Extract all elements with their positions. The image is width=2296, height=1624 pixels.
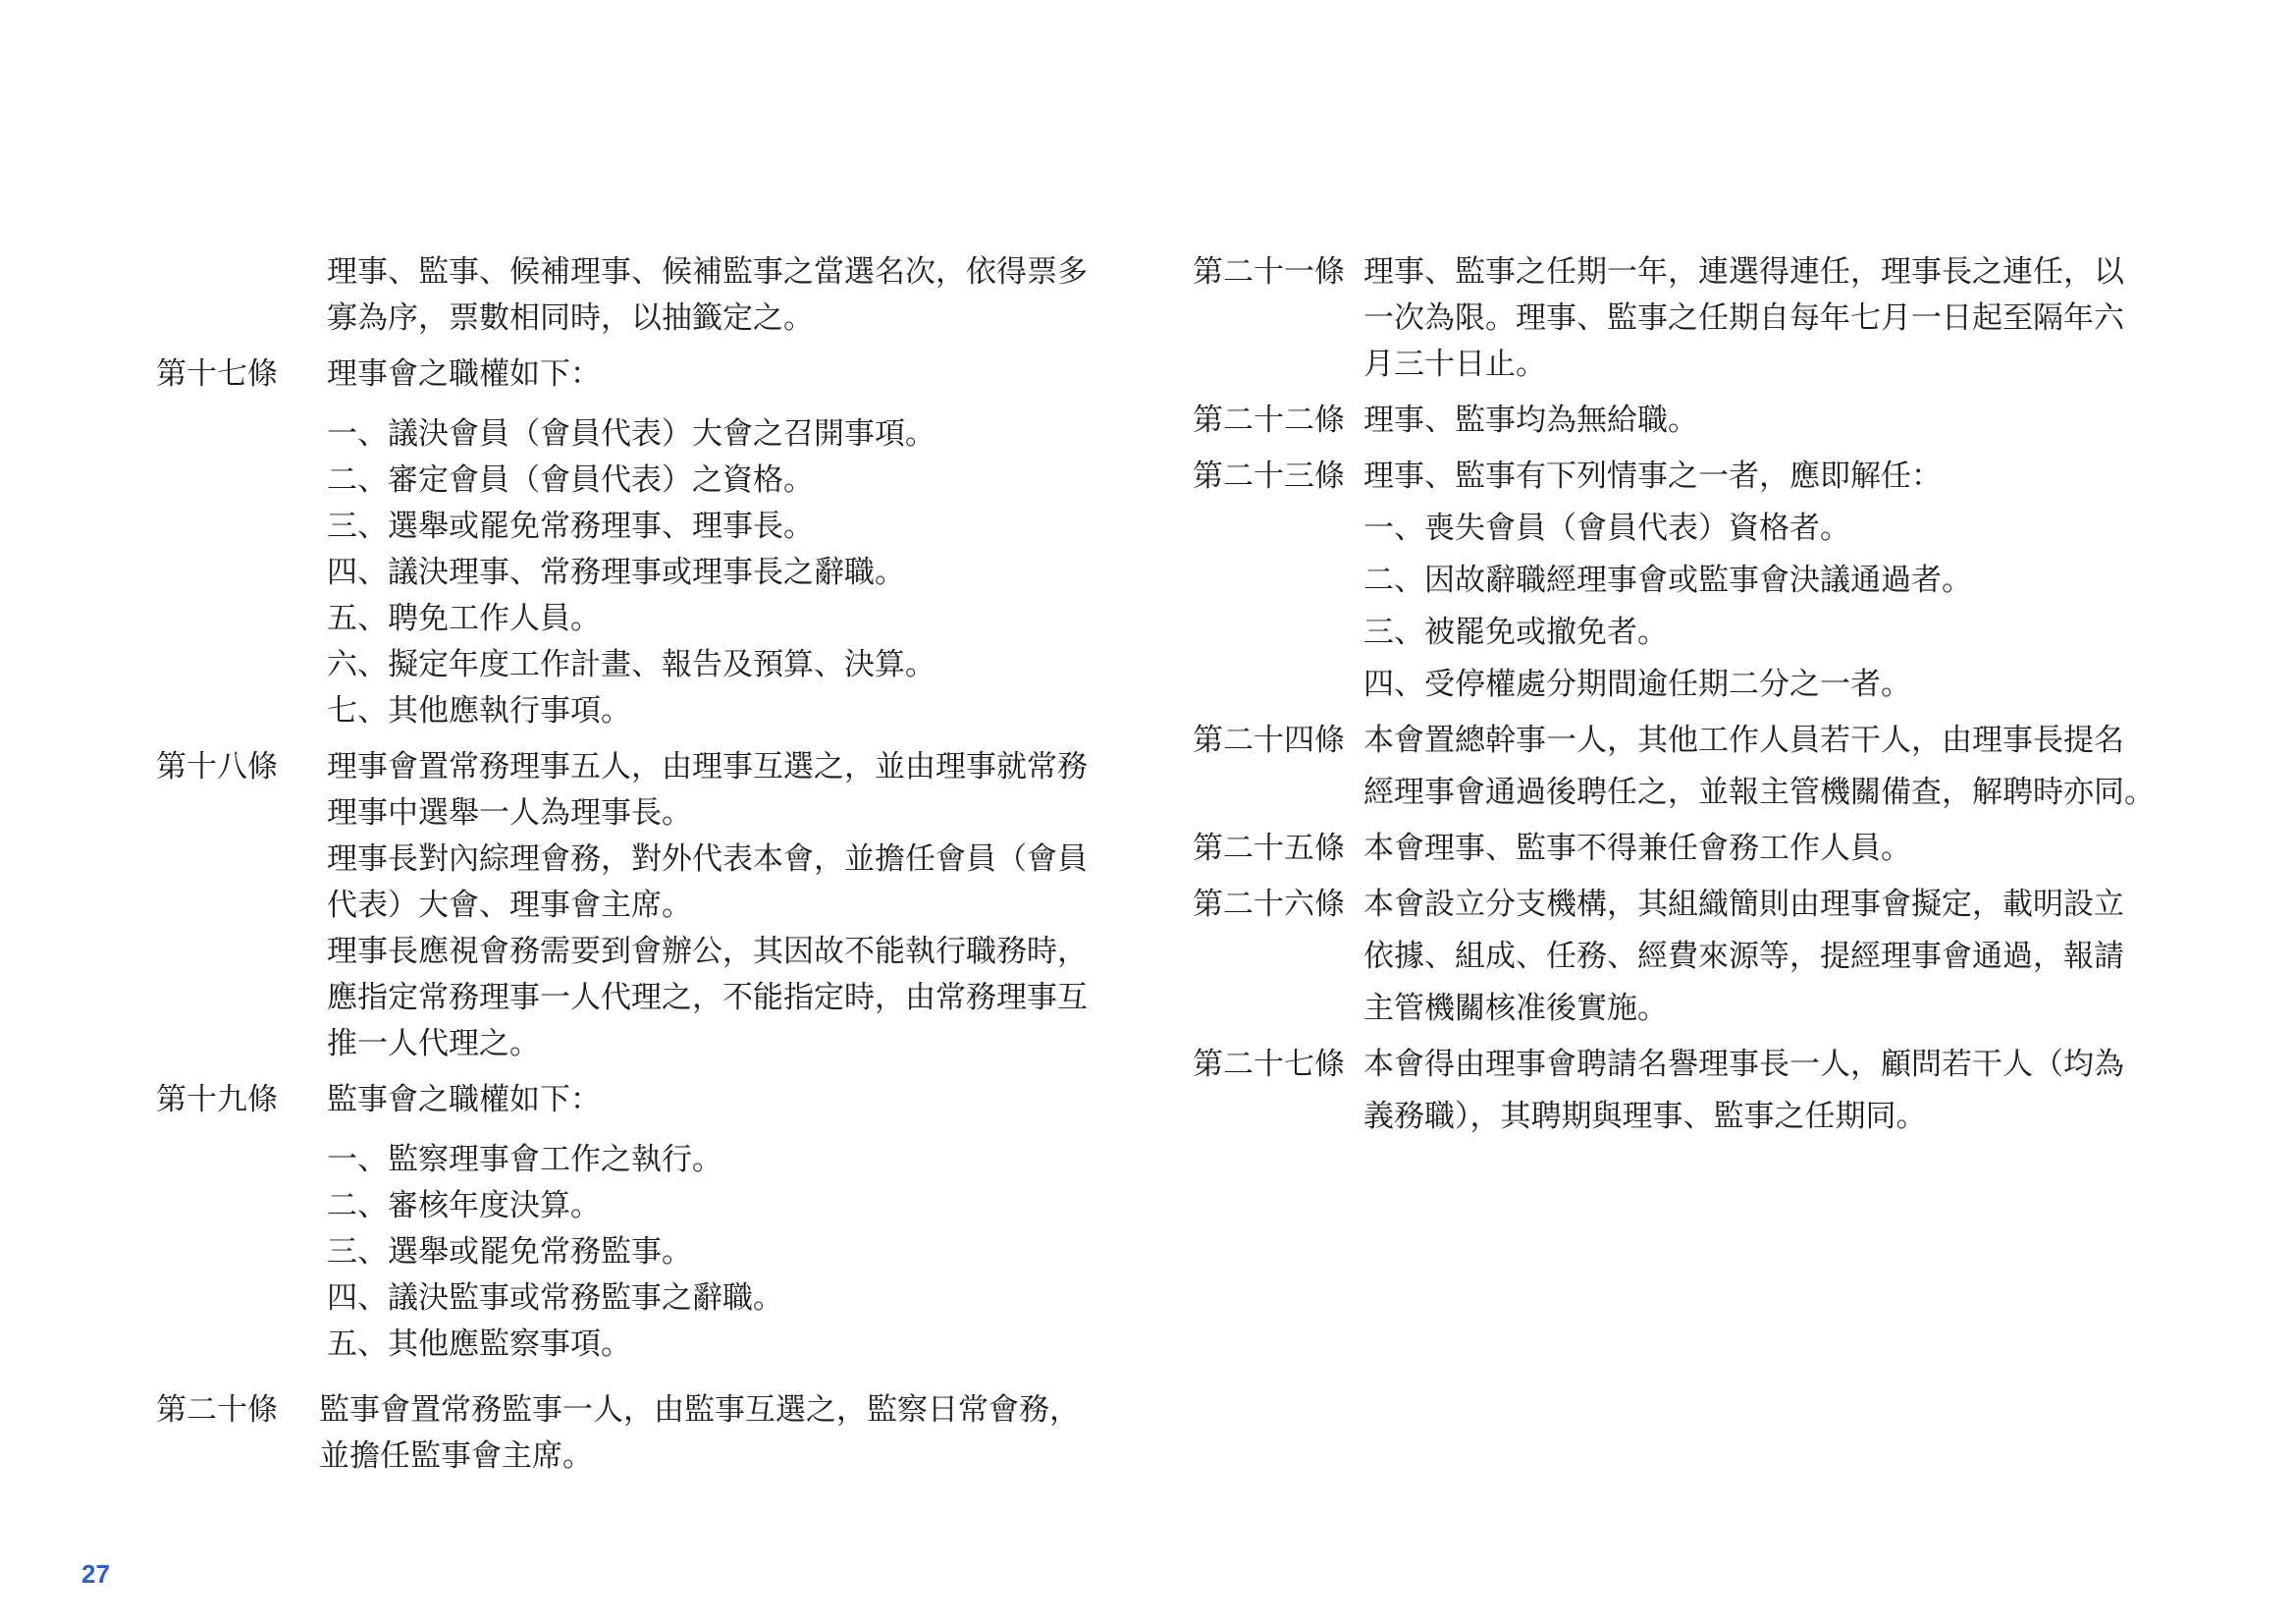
article-label: 第二十六條	[1193, 887, 1345, 922]
article-label: 第二十七條	[1193, 1047, 1345, 1082]
article-21	[1193, 249, 2184, 388]
text-line: 應指定常務理事一人代理之，不能指定時，由常務理事互	[327, 980, 1088, 1015]
right-column	[1193, 249, 2184, 1150]
article-23	[1193, 454, 2184, 708]
text-line: 監事會之職權如下：	[327, 1082, 601, 1117]
list-item: 三、被罷免或撤免者。	[1363, 615, 1668, 650]
text-line: 本會置總幹事一人，其他工作人員若干人，由理事長提名	[1363, 723, 2124, 758]
article-24	[1193, 718, 2184, 816]
list-item: 二、因故辭職經理事會或監事會決議通過者。	[1363, 563, 1972, 598]
text-line: 寡為序，票數相同時，以抽籤定之。	[327, 300, 814, 336]
text-line: 經理事會通過後聘任之，並報主管機關備查，解聘時亦同。	[1363, 775, 2155, 810]
article-17	[156, 352, 1128, 734]
article-label: 第十七條	[156, 356, 278, 392]
text-line: 理事中選舉一人為理事長。	[327, 795, 692, 831]
text-line: 理事會置常務理事五人，由理事互選之，並由理事就常務	[327, 749, 1088, 785]
list-item: 四、受停權處分期間逾任期二分之一者。	[1363, 667, 1911, 702]
text-line: 本會設立分支機構，其組織簡則由理事會擬定，載明設立	[1363, 887, 2124, 922]
text-line: 月三十日止。	[1363, 347, 1546, 382]
article-26	[1193, 882, 2184, 1032]
text-line: 並擔任監事會主席。	[319, 1438, 593, 1474]
text-line: 理事長應視會務需要到會辦公，其因故不能執行職務時，	[327, 934, 1088, 969]
article-25	[1193, 826, 2184, 872]
text-line: 理事、監事、候補理事、候補監事之當選名次，依得票多	[327, 254, 1088, 290]
article-16-continuation	[156, 249, 1128, 342]
list-item: 一、喪失會員（會員代表）資格者。	[1363, 511, 1850, 546]
list-item: 二、審核年度決算。	[327, 1188, 601, 1223]
article-label: 第二十五條	[1193, 831, 1345, 866]
article-20	[156, 1387, 1128, 1480]
page-number: 27	[81, 1559, 110, 1589]
article-label: 第二十條	[156, 1392, 278, 1428]
text-line: 一次為限。理事、監事之任期自每年七月一日起至隔年六	[1363, 300, 2124, 336]
text-line: 本會理事、監事不得兼任會務工作人員。	[1363, 831, 1911, 866]
article-22	[1193, 398, 2184, 444]
article-19	[156, 1077, 1128, 1368]
list-item: 五、其他應監察事項。	[327, 1326, 631, 1362]
text-line: 依據、組成、任務、經費來源等，提經理事會通過，報請	[1363, 939, 2124, 974]
list-item: 一、議決會員（會員代表）大會之召開事項。	[327, 416, 935, 452]
text-line: 理事、監事均為無給職。	[1363, 403, 1698, 438]
list-item: 六、擬定年度工作計畫、報告及預算、決算。	[327, 647, 935, 682]
list-item: 三、選舉或罷免常務理事、理事長。	[327, 509, 814, 544]
list-item: 七、其他應執行事項。	[327, 693, 631, 729]
text-line: 理事會之職權如下：	[327, 356, 601, 392]
text-line: 義務職），其聘期與理事、監事之任期同。	[1363, 1099, 1927, 1134]
text-line: 理事、監事有下列情事之一者，應即解任：	[1363, 459, 1942, 494]
article-label: 第二十一條	[1193, 254, 1345, 290]
list-item: 四、議決理事、常務理事或理事長之辭職。	[327, 555, 905, 590]
list-item: 二、審定會員（會員代表）之資格。	[327, 462, 814, 498]
text-line: 推一人代理之。	[327, 1026, 540, 1061]
article-label: 第十九條	[156, 1082, 278, 1117]
text-line: 理事長對內綜理會務，對外代表本會，並擔任會員（會員	[327, 841, 1088, 877]
text-line: 代表）大會、理事會主席。	[327, 888, 692, 923]
article-label: 第十八條	[156, 749, 278, 785]
article-label: 第二十三條	[1193, 459, 1345, 494]
text-line: 理事、監事之任期一年，連選得連任，理事長之連任，以	[1363, 254, 2124, 290]
item-list	[327, 411, 1128, 734]
left-column	[156, 249, 1128, 1489]
list-item: 五、聘免工作人員。	[327, 601, 601, 636]
list-item: 一、監察理事會工作之執行。	[327, 1142, 722, 1177]
list-item: 四、議決監事或常務監事之辭職。	[327, 1280, 783, 1316]
article-label: 第二十四條	[1193, 723, 1345, 758]
text-line: 主管機關核准後實施。	[1363, 991, 1668, 1026]
list-item: 三、選舉或罷免常務監事。	[327, 1234, 692, 1270]
text-line: 本會得由理事會聘請名譽理事長一人，顧問若干人（均為	[1363, 1047, 2124, 1082]
text-line: 監事會置常務監事一人，由監事互選之，監察日常會務，	[319, 1392, 1080, 1428]
article-18	[156, 744, 1128, 1067]
article-27	[1193, 1042, 2184, 1140]
article-label: 第二十二條	[1193, 403, 1345, 438]
item-list	[327, 1137, 1128, 1368]
